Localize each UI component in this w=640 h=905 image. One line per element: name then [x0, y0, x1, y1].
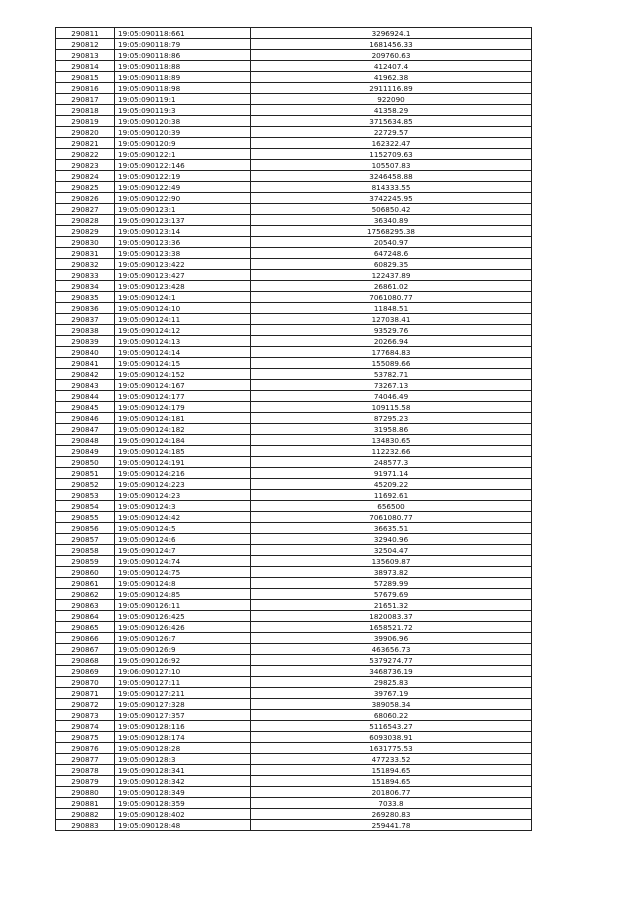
- table-row: [56, 259, 532, 270]
- table-row: [56, 94, 532, 105]
- row-id-cell: 290871: [56, 688, 115, 699]
- value-cell: 91971.14: [251, 468, 532, 479]
- row-id-cell: 290876: [56, 743, 115, 754]
- row-id-cell: 290816: [56, 83, 115, 94]
- cadastral-number-cell: 19:05:090124:8: [115, 578, 251, 589]
- row-id-cell: 290864: [56, 611, 115, 622]
- row-id-cell: 290863: [56, 600, 115, 611]
- value-cell: 21651.32: [251, 600, 532, 611]
- table-row: [56, 83, 532, 94]
- table-row: [56, 578, 532, 589]
- row-id-cell: 290865: [56, 622, 115, 633]
- value-cell: 3296924.1: [251, 28, 532, 39]
- value-cell: 647248.6: [251, 248, 532, 259]
- cadastral-number-cell: 19:05:090120:9: [115, 138, 251, 149]
- row-id-cell: 290882: [56, 809, 115, 820]
- table-row: [56, 325, 532, 336]
- cadastral-number-cell: 19:05:090128:48: [115, 820, 251, 831]
- row-id-cell: 290840: [56, 347, 115, 358]
- cadastral-number-cell: 19:05:090123:427: [115, 270, 251, 281]
- row-id-cell: 290875: [56, 732, 115, 743]
- table-row: [56, 556, 532, 567]
- table-row: [56, 776, 532, 787]
- cadastral-number-cell: 19:05:090124:181: [115, 413, 251, 424]
- table-row: [56, 666, 532, 677]
- row-id-cell: 290870: [56, 677, 115, 688]
- table-row: [56, 391, 532, 402]
- value-cell: 134830.65: [251, 435, 532, 446]
- cadastral-number-cell: 19:05:090124:74: [115, 556, 251, 567]
- value-cell: 122437.89: [251, 270, 532, 281]
- row-id-cell: 290843: [56, 380, 115, 391]
- cadastral-number-cell: 19:05:090118:79: [115, 39, 251, 50]
- table-row: [56, 237, 532, 248]
- cadastral-number-cell: 19:05:090118:98: [115, 83, 251, 94]
- value-cell: 248577.3: [251, 457, 532, 468]
- cadastral-number-cell: 19:05:090124:75: [115, 567, 251, 578]
- value-cell: 3715634.85: [251, 116, 532, 127]
- row-id-cell: 290829: [56, 226, 115, 237]
- value-cell: 11848.51: [251, 303, 532, 314]
- value-cell: 269280.83: [251, 809, 532, 820]
- value-cell: 31958.86: [251, 424, 532, 435]
- cadastral-number-cell: 19:05:090123:38: [115, 248, 251, 259]
- cadastral-number-cell: 19:05:090123:36: [115, 237, 251, 248]
- row-id-cell: 290831: [56, 248, 115, 259]
- row-id-cell: 290855: [56, 512, 115, 523]
- value-cell: 29825.83: [251, 677, 532, 688]
- value-cell: 127038.41: [251, 314, 532, 325]
- cadastral-number-cell: 19:05:090128:174: [115, 732, 251, 743]
- value-cell: 3742245.95: [251, 193, 532, 204]
- table-body: [56, 28, 532, 831]
- table-row: [56, 446, 532, 457]
- cadastral-number-cell: 19:05:090118:661: [115, 28, 251, 39]
- table-row: [56, 523, 532, 534]
- row-id-cell: 290836: [56, 303, 115, 314]
- cadastral-number-cell: 19:05:090122:19: [115, 171, 251, 182]
- value-cell: 73267.13: [251, 380, 532, 391]
- row-id-cell: 290828: [56, 215, 115, 226]
- row-id-cell: 290881: [56, 798, 115, 809]
- cadastral-number-cell: 19:05:090124:182: [115, 424, 251, 435]
- row-id-cell: 290822: [56, 149, 115, 160]
- table-row: [56, 820, 532, 831]
- value-cell: 32940.96: [251, 534, 532, 545]
- value-cell: 389058.34: [251, 699, 532, 710]
- row-id-cell: 290839: [56, 336, 115, 347]
- row-id-cell: 290833: [56, 270, 115, 281]
- table-row: [56, 435, 532, 446]
- table-row: [56, 270, 532, 281]
- value-cell: 1631775.53: [251, 743, 532, 754]
- cadastral-number-cell: 19:05:090120:39: [115, 127, 251, 138]
- table-row: [56, 479, 532, 490]
- cadastral-number-cell: 19:05:090124:185: [115, 446, 251, 457]
- value-cell: 39767.19: [251, 688, 532, 699]
- value-cell: 7033.8: [251, 798, 532, 809]
- cadastral-number-cell: 19:05:090127:357: [115, 710, 251, 721]
- row-id-cell: 290853: [56, 490, 115, 501]
- row-id-cell: 290842: [56, 369, 115, 380]
- table-row: [56, 534, 532, 545]
- row-id-cell: 290880: [56, 787, 115, 798]
- value-cell: 74046.49: [251, 391, 532, 402]
- table-row: [56, 116, 532, 127]
- row-id-cell: 290860: [56, 567, 115, 578]
- row-id-cell: 290879: [56, 776, 115, 787]
- value-cell: 57679.69: [251, 589, 532, 600]
- row-id-cell: 290811: [56, 28, 115, 39]
- row-id-cell: 290878: [56, 765, 115, 776]
- cadastral-number-cell: 19:05:090118:89: [115, 72, 251, 83]
- value-cell: 3246458.88: [251, 171, 532, 182]
- cadastral-number-cell: 19:05:090123:1: [115, 204, 251, 215]
- cadastral-number-cell: 19:05:090120:38: [115, 116, 251, 127]
- row-id-cell: 290847: [56, 424, 115, 435]
- row-id-cell: 290820: [56, 127, 115, 138]
- table-row: [56, 281, 532, 292]
- value-cell: 1152709.63: [251, 149, 532, 160]
- table-row: [56, 50, 532, 61]
- cadastral-number-cell: 19:05:090124:15: [115, 358, 251, 369]
- value-cell: 93529.76: [251, 325, 532, 336]
- table-row: [56, 138, 532, 149]
- table-row: [56, 490, 532, 501]
- row-id-cell: 290852: [56, 479, 115, 490]
- row-id-cell: 290850: [56, 457, 115, 468]
- cadastral-number-cell: 19:05:090127:11: [115, 677, 251, 688]
- cadastral-number-cell: 19:05:090122:90: [115, 193, 251, 204]
- table-row: [56, 28, 532, 39]
- cadastral-number-cell: 19:05:090126:92: [115, 655, 251, 666]
- table-row: [56, 336, 532, 347]
- value-cell: 32504.47: [251, 545, 532, 556]
- value-cell: 463656.73: [251, 644, 532, 655]
- table-row: [56, 424, 532, 435]
- row-id-cell: 290819: [56, 116, 115, 127]
- table-row: [56, 787, 532, 798]
- value-cell: 922090: [251, 94, 532, 105]
- cadastral-number-cell: 19:05:090124:13: [115, 336, 251, 347]
- row-id-cell: 290872: [56, 699, 115, 710]
- cadastral-number-cell: 19:05:090122:1: [115, 149, 251, 160]
- table-row: [56, 501, 532, 512]
- row-id-cell: 290823: [56, 160, 115, 171]
- value-cell: 68060.22: [251, 710, 532, 721]
- value-cell: 22729.57: [251, 127, 532, 138]
- value-cell: 17568295.38: [251, 226, 532, 237]
- value-cell: 39906.96: [251, 633, 532, 644]
- cadastral-number-cell: 19:05:090122:146: [115, 160, 251, 171]
- cadastral-number-cell: 19:05:090118:88: [115, 61, 251, 72]
- cadastral-number-cell: 19:05:090124:11: [115, 314, 251, 325]
- cadastral-number-cell: 19:05:090123:14: [115, 226, 251, 237]
- row-id-cell: 290849: [56, 446, 115, 457]
- table-row: [56, 677, 532, 688]
- row-id-cell: 290856: [56, 523, 115, 534]
- table-row: [56, 798, 532, 809]
- cadastral-number-cell: 19:05:090126:426: [115, 622, 251, 633]
- row-id-cell: 290877: [56, 754, 115, 765]
- value-cell: 412407.4: [251, 61, 532, 72]
- cadastral-number-cell: 19:05:090124:167: [115, 380, 251, 391]
- table-row: [56, 809, 532, 820]
- row-id-cell: 290857: [56, 534, 115, 545]
- row-id-cell: 290838: [56, 325, 115, 336]
- table-row: [56, 105, 532, 116]
- value-cell: 2911116.89: [251, 83, 532, 94]
- row-id-cell: 290814: [56, 61, 115, 72]
- value-cell: 259441.78: [251, 820, 532, 831]
- cadastral-number-cell: 19:05:090124:179: [115, 402, 251, 413]
- table-row: [56, 457, 532, 468]
- cadastral-number-cell: 19:05:090124:184: [115, 435, 251, 446]
- row-id-cell: 290832: [56, 259, 115, 270]
- row-id-cell: 290854: [56, 501, 115, 512]
- cadastral-number-cell: 19:05:090124:152: [115, 369, 251, 380]
- cadastral-number-cell: 19:05:090124:12: [115, 325, 251, 336]
- cadastral-number-cell: 19:05:090124:1: [115, 292, 251, 303]
- value-cell: 20266.94: [251, 336, 532, 347]
- row-id-cell: 290841: [56, 358, 115, 369]
- table-row: [56, 358, 532, 369]
- table-row: [56, 226, 532, 237]
- table-row: [56, 402, 532, 413]
- table-row: [56, 754, 532, 765]
- table-row: [56, 567, 532, 578]
- table-row: [56, 545, 532, 556]
- cadastral-number-cell: 19:06:090127:10: [115, 666, 251, 677]
- row-id-cell: 290824: [56, 171, 115, 182]
- table-row: [56, 710, 532, 721]
- table-row: [56, 61, 532, 72]
- table-row: [56, 732, 532, 743]
- table-row: [56, 611, 532, 622]
- data-table: [55, 27, 532, 831]
- value-cell: 1681456.33: [251, 39, 532, 50]
- value-cell: 177684.83: [251, 347, 532, 358]
- value-cell: 506850.42: [251, 204, 532, 215]
- table-row: [56, 468, 532, 479]
- value-cell: 38973.82: [251, 567, 532, 578]
- row-id-cell: 290869: [56, 666, 115, 677]
- cadastral-number-cell: 19:05:090128:116: [115, 721, 251, 732]
- table-row: [56, 292, 532, 303]
- cadastral-number-cell: 19:05:090124:177: [115, 391, 251, 402]
- row-id-cell: 290821: [56, 138, 115, 149]
- cadastral-number-cell: 19:05:090128:359: [115, 798, 251, 809]
- value-cell: 41962.38: [251, 72, 532, 83]
- table-row: [56, 204, 532, 215]
- cadastral-number-cell: 19:05:090124:216: [115, 468, 251, 479]
- cadastral-number-cell: 19:05:090124:42: [115, 512, 251, 523]
- row-id-cell: 290883: [56, 820, 115, 831]
- row-id-cell: 290815: [56, 72, 115, 83]
- cadastral-number-cell: 19:05:090124:3: [115, 501, 251, 512]
- value-cell: 112232.66: [251, 446, 532, 457]
- value-cell: 209760.63: [251, 50, 532, 61]
- table-row: [56, 215, 532, 226]
- row-id-cell: 290844: [56, 391, 115, 402]
- table-row: [56, 655, 532, 666]
- table-row: [56, 589, 532, 600]
- value-cell: 60829.35: [251, 259, 532, 270]
- cadastral-number-cell: 19:05:090124:223: [115, 479, 251, 490]
- row-id-cell: 290830: [56, 237, 115, 248]
- table-row: [56, 127, 532, 138]
- table-row: [56, 743, 532, 754]
- cadastral-number-cell: 19:05:090123:422: [115, 259, 251, 270]
- row-id-cell: 290846: [56, 413, 115, 424]
- cadastral-number-cell: 19:05:090126:11: [115, 600, 251, 611]
- value-cell: 36340.89: [251, 215, 532, 226]
- row-id-cell: 290862: [56, 589, 115, 600]
- value-cell: 26861.02: [251, 281, 532, 292]
- cadastral-number-cell: 19:05:090124:23: [115, 490, 251, 501]
- cadastral-number-cell: 19:05:090128:402: [115, 809, 251, 820]
- table-row: [56, 248, 532, 259]
- table-row: [56, 633, 532, 644]
- row-id-cell: 290837: [56, 314, 115, 325]
- value-cell: 105507.83: [251, 160, 532, 171]
- table-row: [56, 413, 532, 424]
- value-cell: 11692.61: [251, 490, 532, 501]
- cadastral-number-cell: 19:05:090127:211: [115, 688, 251, 699]
- row-id-cell: 290848: [56, 435, 115, 446]
- cadastral-number-cell: 19:05:090124:191: [115, 457, 251, 468]
- row-id-cell: 290827: [56, 204, 115, 215]
- row-id-cell: 290818: [56, 105, 115, 116]
- value-cell: 162322.47: [251, 138, 532, 149]
- table-row: [56, 622, 532, 633]
- row-id-cell: 290813: [56, 50, 115, 61]
- cadastral-number-cell: 19:05:090122:49: [115, 182, 251, 193]
- row-id-cell: 290874: [56, 721, 115, 732]
- value-cell: 135609.87: [251, 556, 532, 567]
- row-id-cell: 290826: [56, 193, 115, 204]
- cadastral-number-cell: 19:05:090124:85: [115, 589, 251, 600]
- row-id-cell: 290861: [56, 578, 115, 589]
- table-row: [56, 72, 532, 83]
- cadastral-number-cell: 19:05:090124:10: [115, 303, 251, 314]
- cadastral-number-cell: 19:05:090124:14: [115, 347, 251, 358]
- table-row: [56, 600, 532, 611]
- row-id-cell: 290825: [56, 182, 115, 193]
- row-id-cell: 290859: [56, 556, 115, 567]
- table-row: [56, 369, 532, 380]
- cadastral-number-cell: 19:05:090124:5: [115, 523, 251, 534]
- value-cell: 20540.97: [251, 237, 532, 248]
- value-cell: 3468736.19: [251, 666, 532, 677]
- cadastral-number-cell: 19:05:090127:328: [115, 699, 251, 710]
- cadastral-number-cell: 19:05:090123:428: [115, 281, 251, 292]
- table-row: [56, 380, 532, 391]
- row-id-cell: 290812: [56, 39, 115, 50]
- value-cell: 45209.22: [251, 479, 532, 490]
- cadastral-number-cell: 19:05:090123:137: [115, 215, 251, 226]
- value-cell: 155089.66: [251, 358, 532, 369]
- value-cell: 151894.65: [251, 776, 532, 787]
- table-row: [56, 347, 532, 358]
- value-cell: 41358.29: [251, 105, 532, 116]
- row-id-cell: 290834: [56, 281, 115, 292]
- cadastral-number-cell: 19:05:090119:3: [115, 105, 251, 116]
- table-row: [56, 688, 532, 699]
- value-cell: 87295.23: [251, 413, 532, 424]
- row-id-cell: 290845: [56, 402, 115, 413]
- value-cell: 53782.71: [251, 369, 532, 380]
- cadastral-number-cell: 19:05:090126:7: [115, 633, 251, 644]
- value-cell: 151894.65: [251, 765, 532, 776]
- table-row: [56, 171, 532, 182]
- table-row: [56, 765, 532, 776]
- cadastral-number-cell: 19:05:090128:28: [115, 743, 251, 754]
- cadastral-number-cell: 19:05:090118:86: [115, 50, 251, 61]
- row-id-cell: 290866: [56, 633, 115, 644]
- cadastral-number-cell: 19:05:090124:6: [115, 534, 251, 545]
- table-row: [56, 644, 532, 655]
- value-cell: 109115.58: [251, 402, 532, 413]
- value-cell: 5116543.27: [251, 721, 532, 732]
- row-id-cell: 290817: [56, 94, 115, 105]
- table-row: [56, 39, 532, 50]
- table-row: [56, 182, 532, 193]
- row-id-cell: 290858: [56, 545, 115, 556]
- value-cell: 6093038.91: [251, 732, 532, 743]
- cadastral-number-cell: 19:05:090119:1: [115, 94, 251, 105]
- table-row: [56, 512, 532, 523]
- value-cell: 5379274.77: [251, 655, 532, 666]
- table-row: [56, 149, 532, 160]
- value-cell: 57289.99: [251, 578, 532, 589]
- cadastral-number-cell: 19:05:090128:342: [115, 776, 251, 787]
- value-cell: 7061080.77: [251, 292, 532, 303]
- value-cell: 656500: [251, 501, 532, 512]
- table-row: [56, 721, 532, 732]
- cadastral-number-cell: 19:05:090126:425: [115, 611, 251, 622]
- value-cell: 814333.55: [251, 182, 532, 193]
- value-cell: 1658521.72: [251, 622, 532, 633]
- cadastral-number-cell: 19:05:090128:341: [115, 765, 251, 776]
- cadastral-number-cell: 19:05:090124:7: [115, 545, 251, 556]
- table-row: [56, 314, 532, 325]
- table-row: [56, 303, 532, 314]
- value-cell: 1820083.37: [251, 611, 532, 622]
- table-row: [56, 160, 532, 171]
- table-row: [56, 193, 532, 204]
- row-id-cell: 290835: [56, 292, 115, 303]
- row-id-cell: 290873: [56, 710, 115, 721]
- value-cell: 477233.52: [251, 754, 532, 765]
- row-id-cell: 290868: [56, 655, 115, 666]
- row-id-cell: 290851: [56, 468, 115, 479]
- cadastral-number-cell: 19:05:090126:9: [115, 644, 251, 655]
- value-cell: 36635.51: [251, 523, 532, 534]
- value-cell: 201806.77: [251, 787, 532, 798]
- table-row: [56, 699, 532, 710]
- value-cell: 7061080.77: [251, 512, 532, 523]
- cadastral-number-cell: 19:05:090128:3: [115, 754, 251, 765]
- row-id-cell: 290867: [56, 644, 115, 655]
- cadastral-number-cell: 19:05:090128:349: [115, 787, 251, 798]
